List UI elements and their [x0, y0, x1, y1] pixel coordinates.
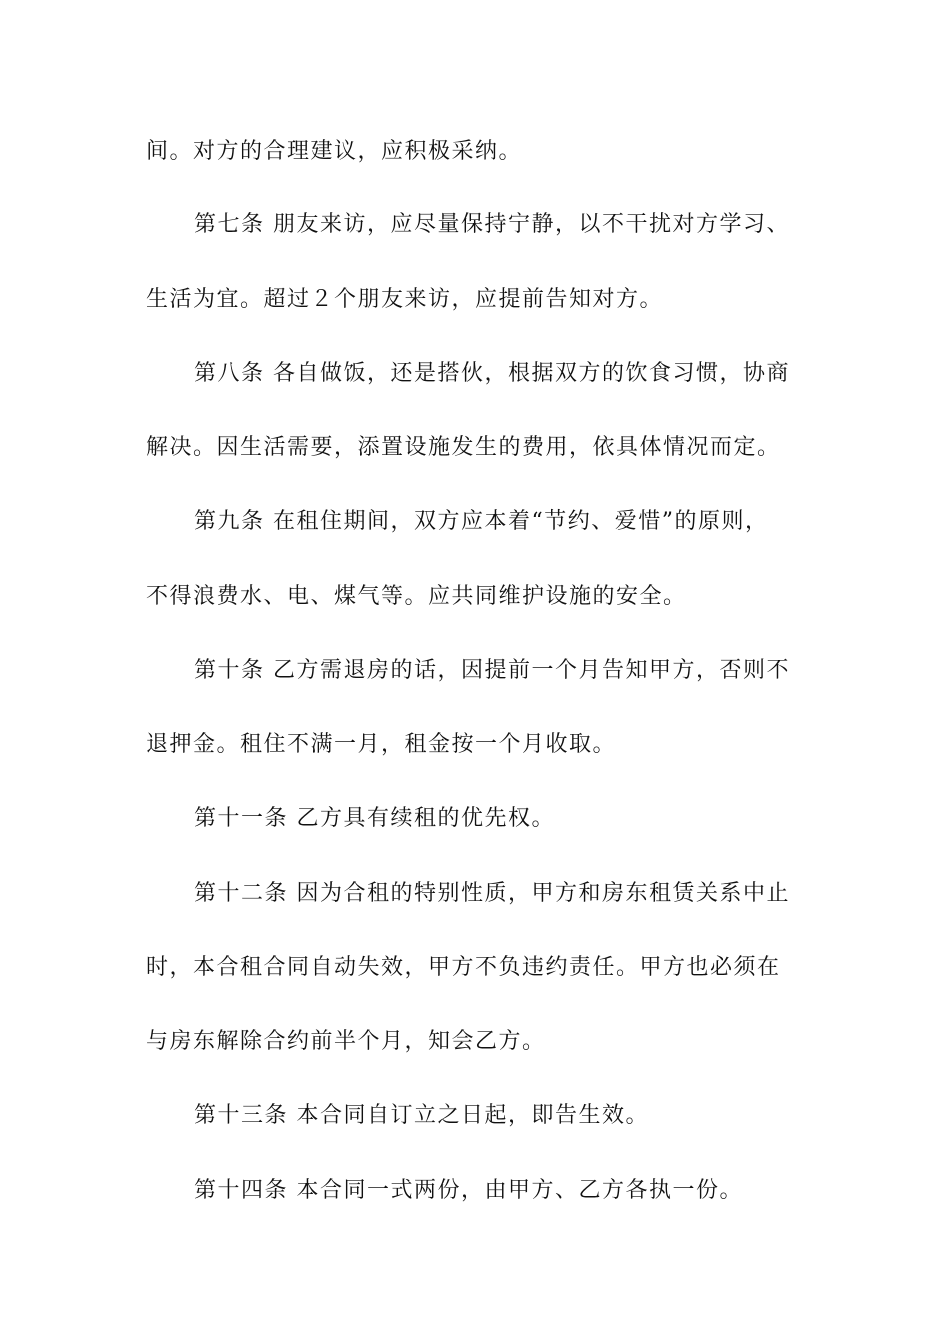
- clause-13-line-1: 第十三条 本合同自订立之日起，即告生效。: [194, 1103, 649, 1128]
- clause-12-line-2: 时，本合租合同自动失效，甲方不负违约责任。甲方也必须在: [146, 955, 781, 980]
- clause-10-line-1: 第十条 乙方需退房的话，因提前一个月告知甲方，否则不: [194, 658, 790, 683]
- clause-7-line-1: 第七条 朋友来访，应尽量保持宁静，以不干扰对方学习、: [194, 212, 790, 237]
- clause-9-line-1: 第九条 在租住期间，双方应本着“节约、爱惜”的原则，: [194, 509, 769, 534]
- clause-8-line-2: 解决。因生活需要，添置设施发生的费用，依具体情况而定。: [146, 435, 781, 460]
- clause-11-line-1: 第十一条 乙方具有续租的优先权。: [194, 806, 555, 831]
- clause-9-line-2: 不得浪费水、电、煤气等。应共同维护设施的安全。: [146, 584, 687, 609]
- clause-12-line-1: 第十二条 因为合租的特别性质，甲方和房东租赁关系中止: [194, 881, 790, 906]
- clause-7-line-2: 生活为宜。超过２个朋友来访，应提前告知对方。: [146, 287, 664, 312]
- clause-10-line-2: 退押金。租住不满一月，租金按一个月收取。: [146, 732, 617, 757]
- clause-8-line-1: 第八条 各自做饭，还是搭伙，根据双方的饮食习惯，协商: [194, 361, 790, 386]
- clause-14-line-1: 第十四条 本合同一式两份，由甲方、乙方各执一份。: [194, 1178, 743, 1203]
- clause-12-line-3: 与房东解除合约前半个月，知会乙方。: [146, 1029, 546, 1054]
- text-line: 间。对方的合理建议，应积极采纳。: [146, 139, 523, 164]
